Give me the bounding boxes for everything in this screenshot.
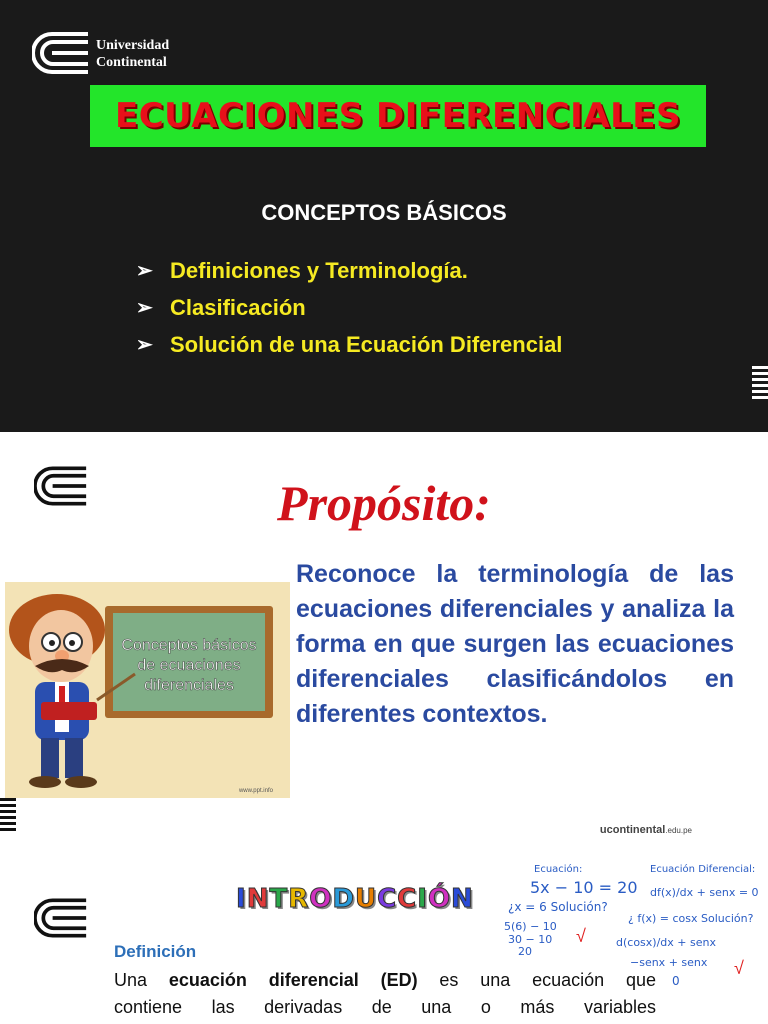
bullet-text: Definiciones y Terminología. xyxy=(170,257,468,283)
heading-letter: T xyxy=(269,884,289,914)
heading-letter: O xyxy=(309,884,333,914)
board-line-2: de ecuaciones xyxy=(137,657,241,674)
teacher-illustration xyxy=(5,582,290,798)
heading-letter: C xyxy=(397,884,418,914)
definition-label: Definición xyxy=(114,942,197,961)
handwritten-note: Ecuación: xyxy=(534,864,583,875)
purpose-paragraph: Reconoce la terminología de las ecuaciones diferenciales y analiza la forma en que surgen las ecuaciones diferenciales clasificándolos en diferentes contextos. xyxy=(296,560,734,728)
footer-domain: ucontinental xyxy=(599,824,666,836)
university-logo-icon xyxy=(32,32,90,74)
slide-1 xyxy=(0,0,768,432)
heading-letter: U xyxy=(354,884,378,914)
handwritten-note: d(cosx)/dx + senx xyxy=(616,936,716,949)
handwritten-note: 5(6) − 10 xyxy=(504,920,557,933)
handwritten-note: ¿x = 6 Solución? xyxy=(508,900,608,914)
footer-website xyxy=(600,824,692,836)
title-banner xyxy=(90,85,706,147)
arrow-bullet-icon: ➢ xyxy=(136,334,153,356)
slide-3 xyxy=(0,846,768,1024)
bullet-text: Solución de una Ecuación Diferencial xyxy=(170,331,563,357)
side-stripes-icon xyxy=(752,366,768,402)
handwritten-note: 0 xyxy=(672,974,680,988)
heading-letter: I xyxy=(236,884,247,914)
heading-letter: N xyxy=(246,884,270,914)
bullet-list xyxy=(136,252,562,363)
side-stripes-icon xyxy=(0,798,16,834)
definition-line-1 xyxy=(114,967,656,994)
slide-title: ECUACIONES DIFERENCIALES xyxy=(114,96,682,136)
heading-letter: C xyxy=(377,884,398,914)
text-run: es una ecuación que xyxy=(417,970,657,990)
slide-2 xyxy=(0,432,768,838)
brand-line-1: Universidad xyxy=(96,38,170,53)
bullet-text: Clasificación xyxy=(170,294,306,320)
footer-suffix: .edu.pe xyxy=(665,826,692,835)
text-run: Una xyxy=(114,970,169,990)
university-logo-icon xyxy=(34,898,88,938)
heading-letter: N xyxy=(451,884,474,914)
introduction-heading xyxy=(236,884,474,914)
heading-letter: R xyxy=(288,884,310,914)
handwritten-note: 30 − 10 xyxy=(508,933,553,946)
bullet-item xyxy=(136,252,562,289)
heading-letter: I xyxy=(417,884,428,914)
purpose-heading: Propósito: xyxy=(277,475,491,531)
handwritten-note: Ecuación Diferencial: xyxy=(650,864,756,875)
handwritten-note: 20 xyxy=(518,945,532,958)
arrow-bullet-icon: ➢ xyxy=(136,297,153,319)
bullet-item xyxy=(136,289,562,326)
bold-term: ecuación diferencial (ED) xyxy=(168,970,418,990)
definition-text xyxy=(114,967,656,1021)
definition-line-2: contiene las derivadas de una o más variables xyxy=(114,997,656,1017)
bullet-item xyxy=(136,326,562,363)
handwritten-note: df(x)/dx + senx = 0 xyxy=(650,886,759,899)
heading-letter: D xyxy=(332,884,355,914)
handwritten-note: −senx + senx xyxy=(630,956,708,969)
handwritten-note: 5x − 10 = 20 xyxy=(530,878,638,897)
heading-letter: Ó xyxy=(427,884,452,914)
checkmark-icon: √ xyxy=(576,926,586,946)
arrow-bullet-icon: ➢ xyxy=(136,260,153,282)
board-line-3: diferenciales xyxy=(144,677,234,694)
university-name xyxy=(96,37,169,71)
subtitle: CONCEPTOS BÁSICOS xyxy=(261,200,507,225)
illustration-credit: www.ppt.info xyxy=(238,788,273,794)
checkmark-icon: √ xyxy=(734,958,744,978)
handwritten-note: ¿ f(x) = cosx Solución? xyxy=(628,912,754,925)
board-line-1: Conceptos básicos xyxy=(121,637,257,654)
brand-line-2: Continental xyxy=(96,55,167,70)
